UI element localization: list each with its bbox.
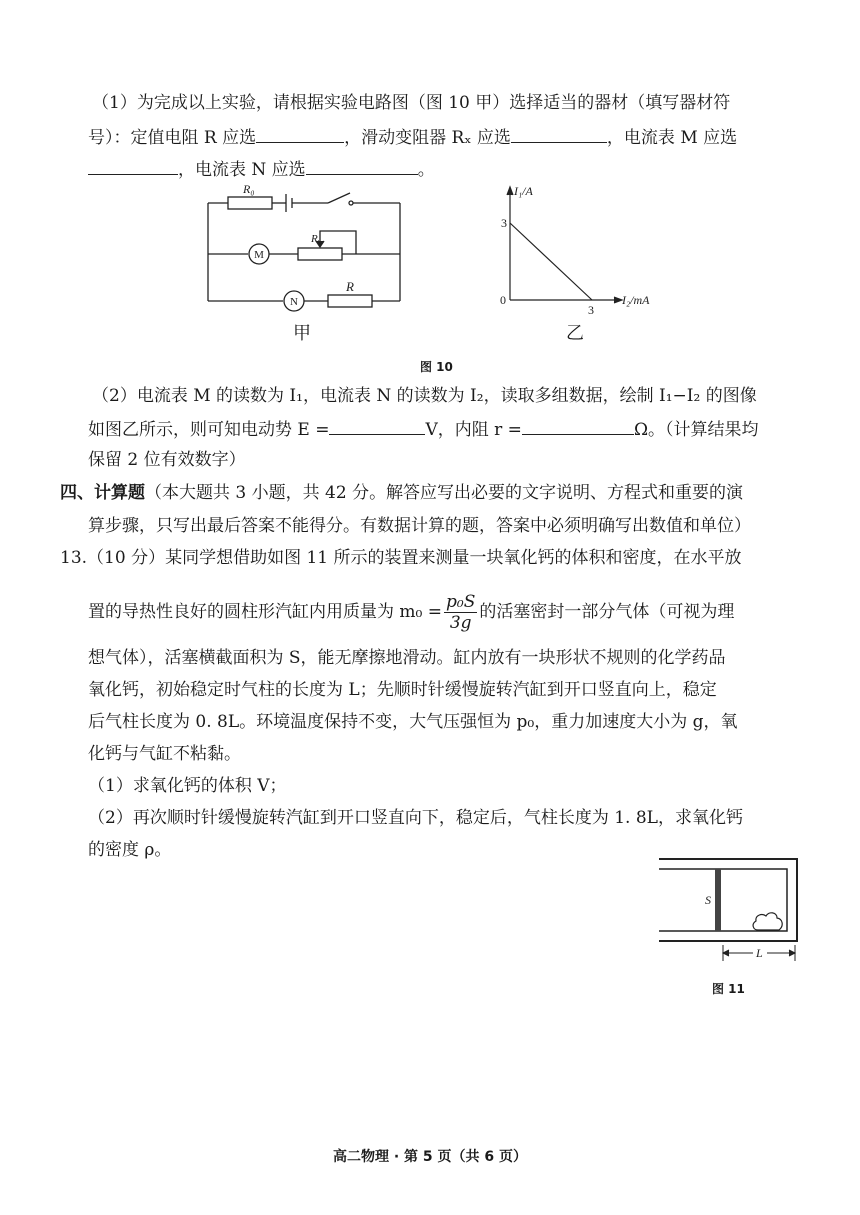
q13-sub2a: （2）再次顺时针缓慢旋转汽缸到开口竖直向下，稳定后，气柱长度为 1. 8L，求氧化钙 xyxy=(88,808,743,828)
answer-blank-e[interactable] xyxy=(329,416,425,435)
q12-p1-text-c: ，电流表 M 应选 xyxy=(606,128,738,148)
fraction-denominator: 3g xyxy=(449,613,472,633)
q12-p1-end: 。 xyxy=(417,160,435,180)
graph-origin: 0 xyxy=(500,293,506,307)
section4-line2: 算步骤，只写出最后答案不能得分。有数据计算的题，答案中必须明确写出数值和单位） xyxy=(88,516,751,536)
answer-blank-r-internal[interactable] xyxy=(522,416,634,435)
label-m: M xyxy=(254,249,264,261)
q13-line1: 13.（10 分）某同学想借助如图 11 所示的装置来测量一块氧化钙的体积和密度，在水平放 xyxy=(60,548,742,568)
graph-x-tick: 3 xyxy=(588,303,594,317)
graph-y-tick: 3 xyxy=(501,216,507,230)
q13-line3: 想气体），活塞横截面积为 S，能无摩擦地滑动。缸内放有一块形状不规则的化学药品 xyxy=(88,648,726,668)
page-footer: 高二物理 · 第 5 页（共 6 页） xyxy=(332,1149,528,1165)
fig10-label-yi: 乙 xyxy=(566,323,584,344)
q12-p2-text-b: V，内阻 r = xyxy=(425,420,522,440)
q13-line2 xyxy=(88,590,734,634)
switch xyxy=(328,193,350,203)
label-l: L xyxy=(756,946,763,960)
i1-i2-graph xyxy=(480,183,660,333)
answer-blank-m[interactable] xyxy=(88,156,178,175)
fig11-caption: 图 11 xyxy=(712,982,745,996)
q12-p2-line1: （2）电流表 M 的读数为 I₁，电流表 N 的读数为 I₂，读取多组数据，绘制 I₁−I₂ 的图像 xyxy=(92,386,757,406)
label-r: R xyxy=(346,279,354,294)
q12-p1-line3 xyxy=(88,156,435,182)
mass-fraction xyxy=(444,592,477,633)
section4-line1 xyxy=(60,481,743,505)
section4-heading: 四、计算题 xyxy=(60,483,145,503)
q12-p1-text-d: ，电流表 N 应选 xyxy=(178,160,306,180)
q12-p1-line1: （1）为完成以上实验，请根据实验电路图（图 10 甲）选择适当的器材（填写器材符 xyxy=(92,93,731,113)
label-s: S xyxy=(705,893,711,907)
q13-sub2b: 的密度 ρ。 xyxy=(88,840,172,860)
graph-series-line xyxy=(510,223,592,300)
calcium-oxide-lump xyxy=(753,913,782,930)
q12-p2-text-a: 如图乙所示，则可知电动势 E = xyxy=(88,420,330,440)
q13-line2-b: 的活塞密封一部分气体（可视为理 xyxy=(479,602,735,622)
answer-blank-r[interactable] xyxy=(256,124,344,143)
q13-line4: 氧化钙，初始稳定时气柱的长度为 L；先顺时针缓慢旋转汽缸到开口竖直向上，稳定 xyxy=(88,680,717,700)
resistor-r xyxy=(328,295,372,307)
piston xyxy=(715,869,721,931)
graph-ylabel: I₁/A xyxy=(514,184,533,198)
q13-line5: 后气柱长度为 0. 8L。环境温度保持不变，大气压强恒为 p₀，重力加速度大小为 g，氧 xyxy=(88,712,738,732)
cylinder-diagram xyxy=(655,853,805,968)
q12-p2-line3: 保留 2 位有效数字） xyxy=(88,450,246,470)
fraction-numerator: p₀S xyxy=(446,592,476,612)
answer-blank-n[interactable] xyxy=(306,156,418,175)
q13-line6: 化钙与气缸不粘黏。 xyxy=(88,744,241,764)
graph-xlabel: I₂/mA xyxy=(622,293,650,307)
q13-line2-a: 置的导热性良好的圆柱形汽缸内用质量为 m₀ = xyxy=(88,602,442,622)
circuit-diagram xyxy=(200,183,410,333)
q12-p1-line2 xyxy=(88,124,737,150)
answer-blank-rx[interactable] xyxy=(511,124,607,143)
q12-p1-text-b: ，滑动变阻器 Rₓ 应选 xyxy=(344,128,511,148)
q12-p2-line2 xyxy=(88,416,759,442)
label-n: N xyxy=(290,296,298,308)
fig10-caption: 图 10 xyxy=(420,360,453,374)
label-rx: Rₓ xyxy=(311,233,321,245)
q12-p2-text-c: Ω。（计算结果均 xyxy=(633,420,759,440)
resistor-r0 xyxy=(228,197,272,209)
section4-text1: （本大题共 3 小题，共 42 分。解答应写出必要的文字说明、方程式和重要的演 xyxy=(145,483,744,503)
q13-sub1: （1）求氧化钙的体积 V； xyxy=(88,776,287,796)
fig10-label-jia: 甲 xyxy=(293,323,311,344)
label-r0: R₀ xyxy=(243,183,255,196)
q12-p1-text-a: 号）：定值电阻 R 应选 xyxy=(88,128,257,148)
rheostat-rx xyxy=(298,248,342,260)
